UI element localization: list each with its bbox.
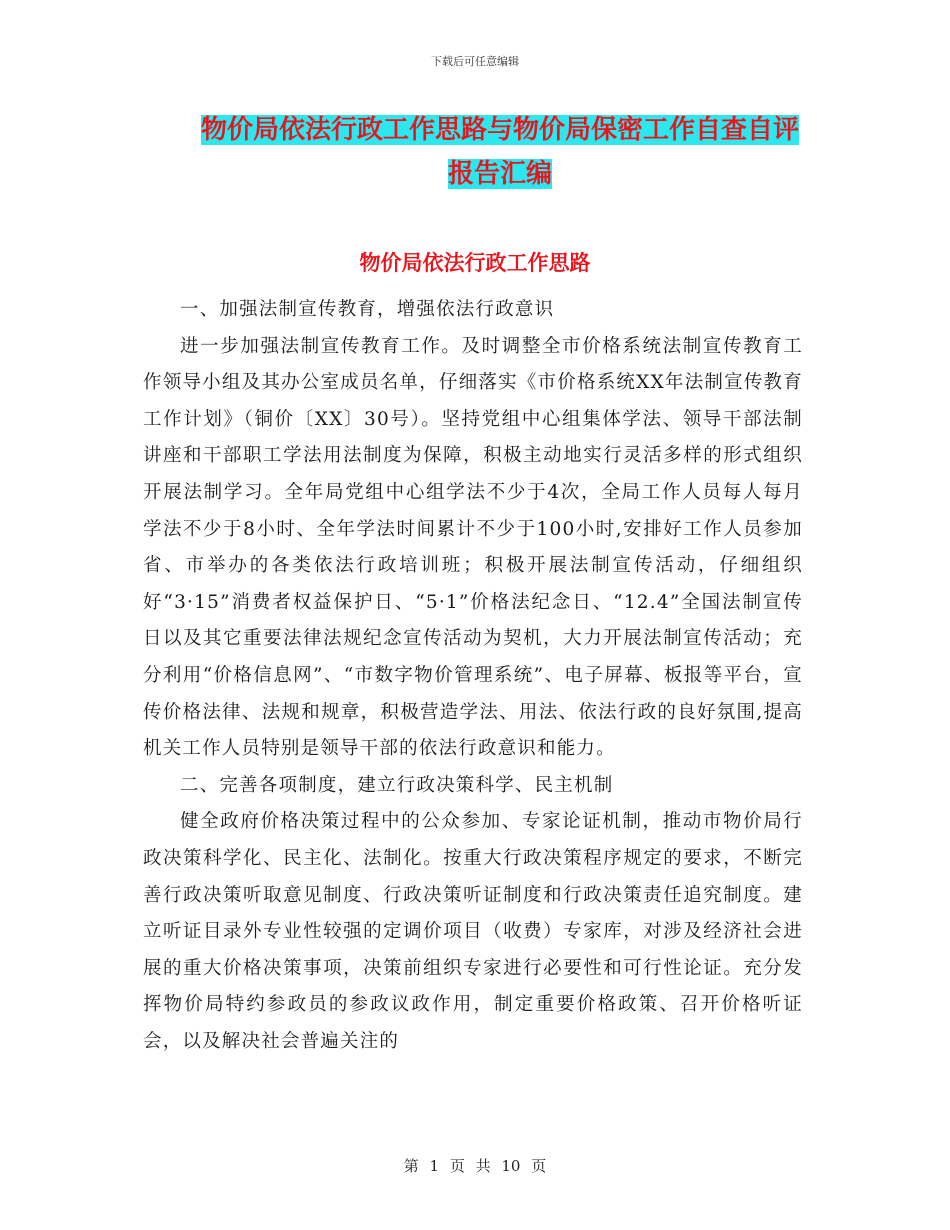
document-title xyxy=(145,108,855,196)
paragraph-1: 进一步加强法制宣传教育工作。及时调整全市价格系统法制宣传教育工作领导小组及其办公室成员名单，仔细落实《市价格系统XX年法制宣传教育工作计划》（铜价〔XX〕30号）。坚持党组中心组集体学法、领导干部法制讲座和干部职工学法用法制度为保障，积极主动地实行灵活多样的形式组织开展法制学习。全年局党组中心组学法不少于4次，全局工作人员每人每月学法不少于8小时、全年学法时间累计不少于100小时,安排好工作人员参加省、市举办的各类依法行政培训班；积极开展法制宣传活动，仔细组织好“3·15”消费者权益保护日、“5·1”价格法纪念日、“12.4”全国法制宣传日以及其它重要法律法规纪念宣传活动为契机，大力开展法制宣传活动；充分利用“价格信息网”、“市数字物价管理系统”、电子屏幕、板报等平台，宣传价格法律、法规和规章，积极营造学法、用法、依法行政的良好氛围,提高机关工作人员特别是领导干部的依法行政意识和能力。 xyxy=(143,335,803,760)
document-title-line2: 报告汇编 xyxy=(447,159,552,189)
heading-section-1: 一、加强法制宣传教育，增强依法行政意识 xyxy=(180,299,555,320)
heading-section-2: 二、完善各项制度，建立行政决策科学、民主机制 xyxy=(180,774,614,796)
document-body xyxy=(143,292,803,1060)
paragraph-2: 健全政府价格决策过程中的公众参加、专家论证机制，推动市物价局行政决策科学化、民主化、法制化。按重大行政决策程序规定的要求，不断完善行政决策听取意见制度、行政决策听证制度和行政决策责任追究制度。建立听证目录外专业性较强的定调价项目（收费）专家库，对涉及经济社会进展的重大价格决策事项，决策前组织专家进行必要性和可行性论证。充分发挥物价局特约参政员的参政议政作用，制定重要价格政策、召开价格听证会，以及解决社会普遍关注的 xyxy=(143,811,803,1052)
page-number: 第 1 页 共 10 页 xyxy=(403,1157,547,1175)
document-title-line1: 物价局依法行政工作思路与物价局保密工作自查自评 xyxy=(200,115,799,145)
section-title: 物价局依法行政工作思路 xyxy=(359,251,591,275)
page-header-note: 下载后可任意编辑 xyxy=(431,55,519,68)
